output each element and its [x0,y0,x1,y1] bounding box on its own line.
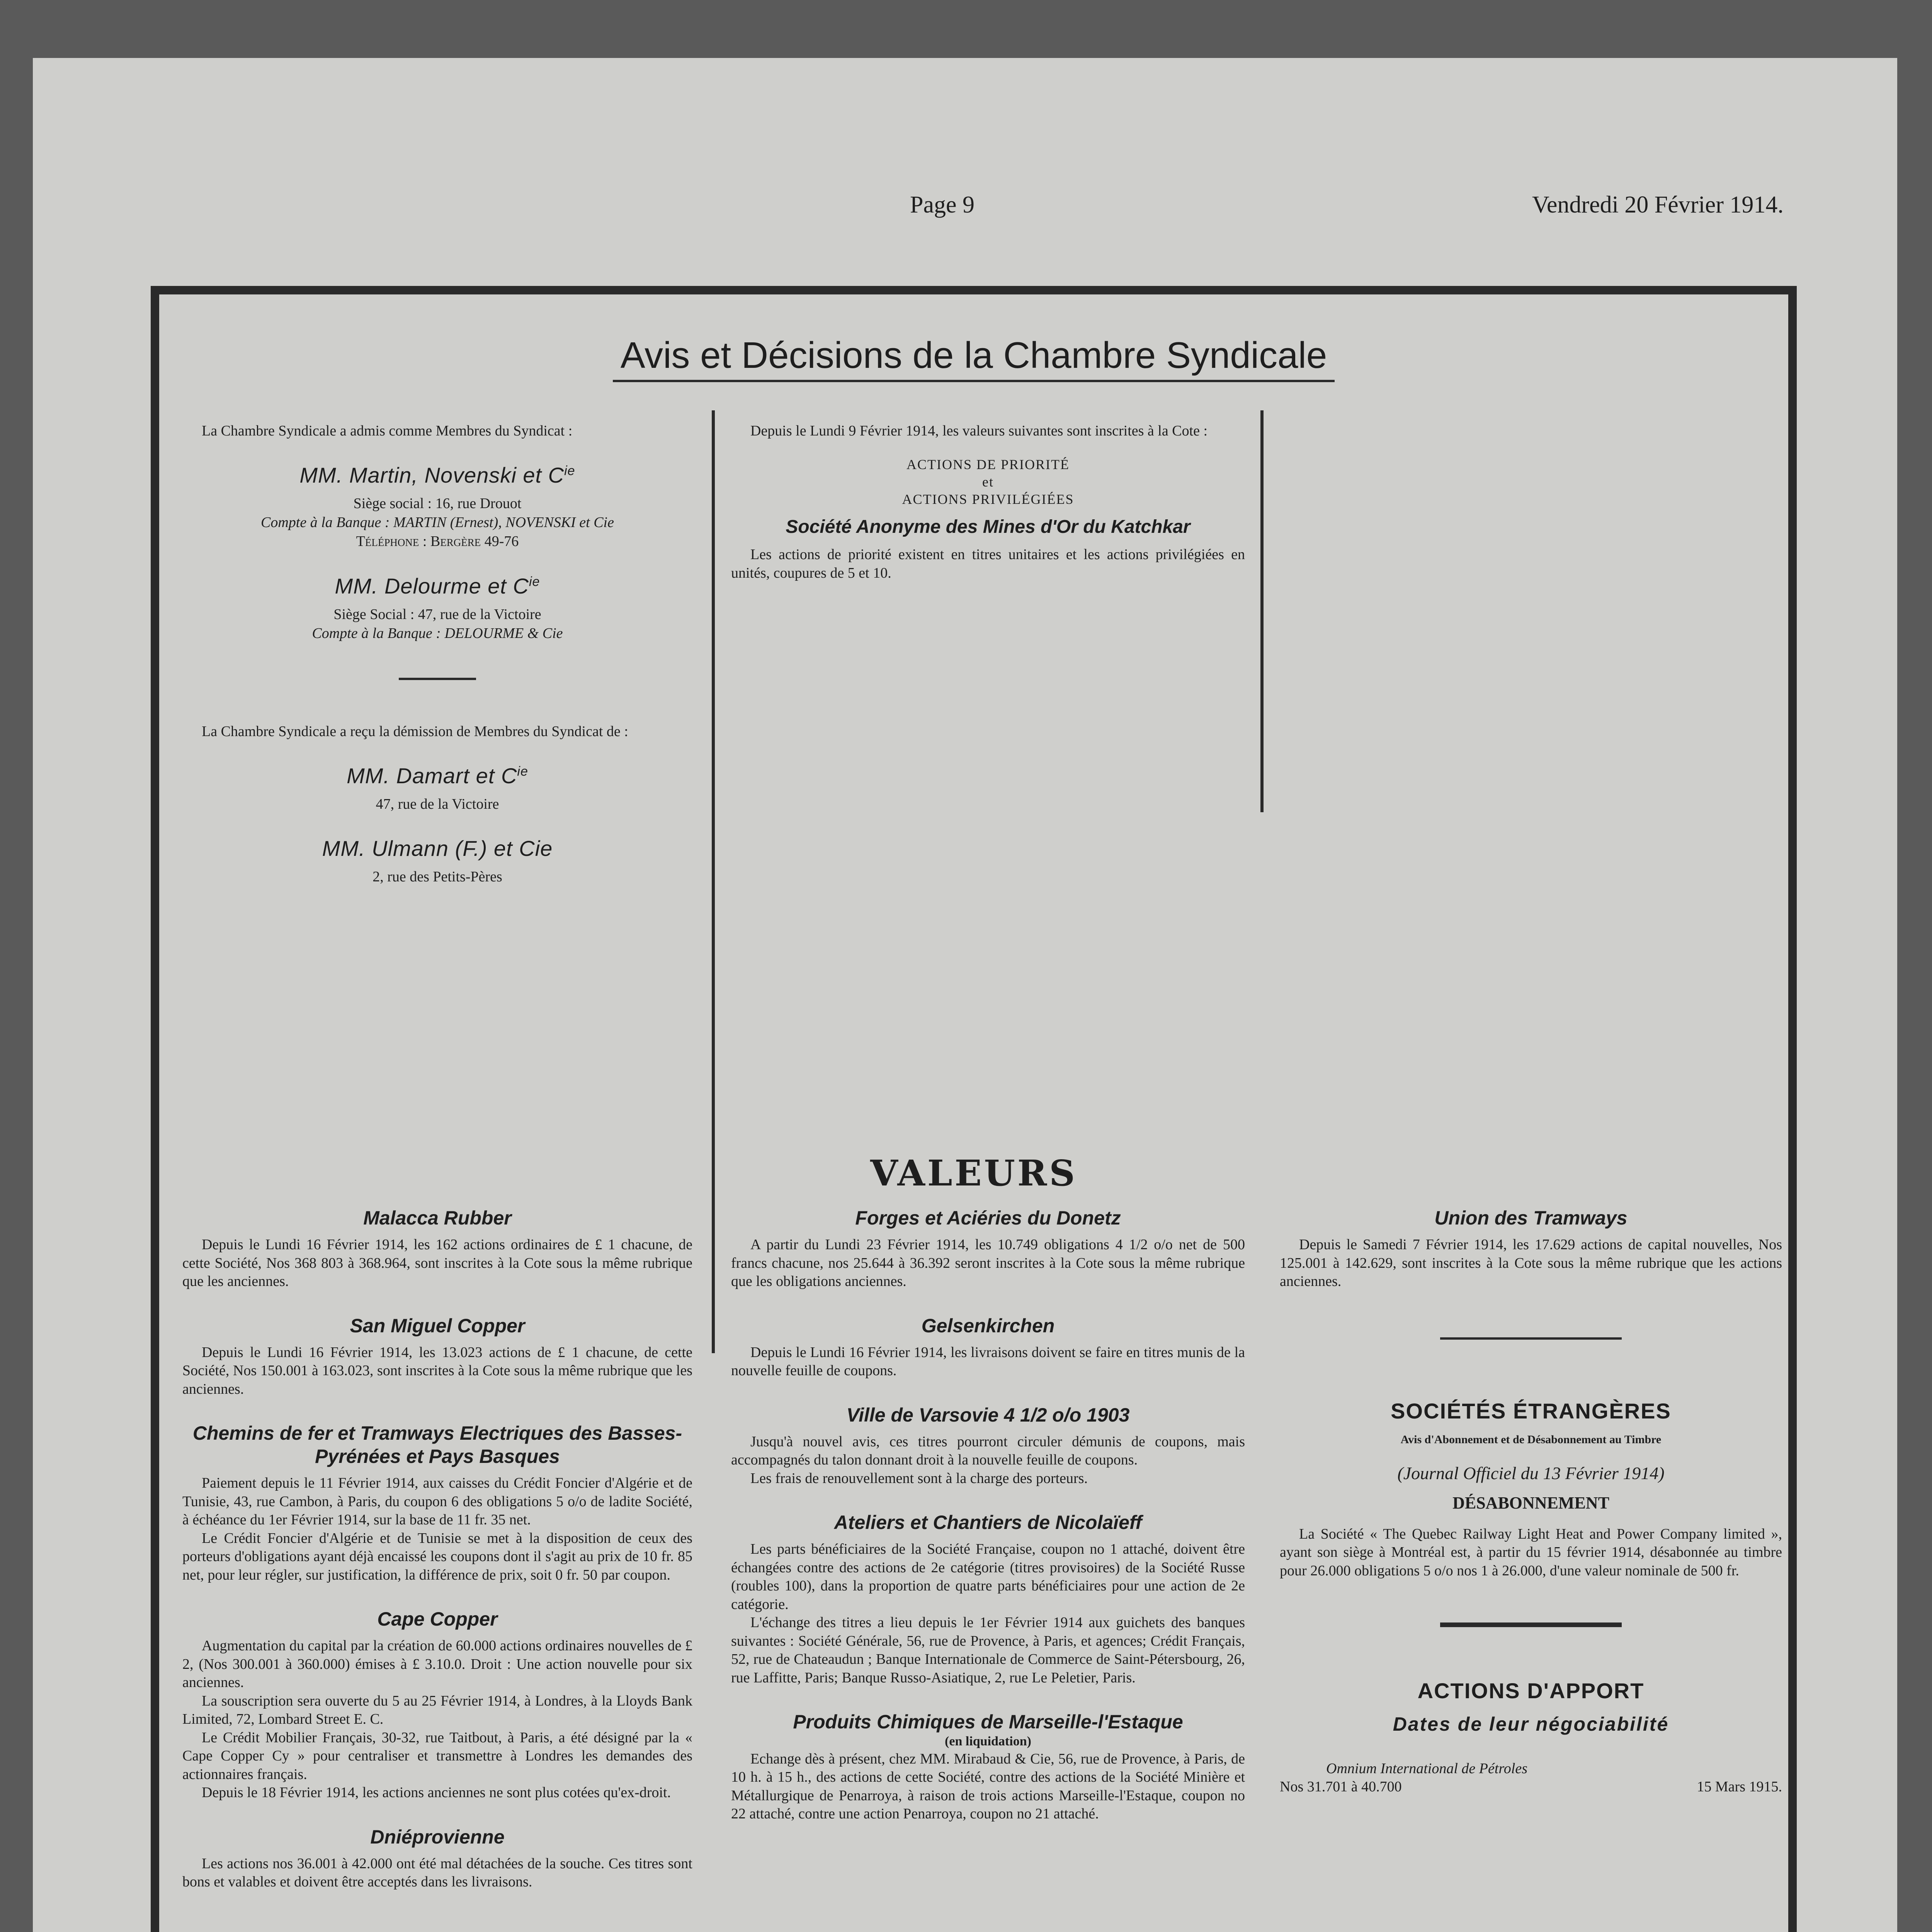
firm-delourme-details: Siège Social : 47, rue de la Victoire Compte à la Banque : DELOURME & Cie [312,606,563,642]
firm-delourme: MM. Delourme et $C^{ie}$ [335,573,540,598]
newspaper-page [33,58,1897,1932]
dniep-text: Les actions nos 36.001 à 42.000 ont été mal détachées de la souche. Ces titres sont bons et valables et doivent être acceptés dans les livraisons. [182,1855,692,1890]
katchkar-text: Les actions de priorité existent en titres unitaires et les actions privilégiées en unités, coupures de 5 et 10. [731,546,1245,581]
column-rule [1260,410,1264,812]
admissions-column [182,422,692,887]
firm-damart-details: 47, rue de la Victoire [376,796,499,812]
ateliers-title: Ateliers et Chantiers de Nicolaïeff [834,1512,1142,1533]
chemins-text-2: Le Crédit Foncier d'Algérie et de Tunisie se met à la disposition de ceux des porteurs d'obligations ayant déjà encaissé les coupons dont il s'agit au prix de 10 fr. 85 net, pour leur régler, sur justification, la différence de prix, soit 0 fr. 50 par coupon. [182,1530,692,1583]
varsovie-title: Ville de Varsovie 4 1/2 o/o 1903 [846,1404,1130,1426]
cape-title: Cape Copper [377,1608,498,1630]
admis-intro: La Chambre Syndicale a admis comme Membres du Syndicat : [202,423,573,439]
sanmiguel-title: San Miguel Copper [350,1315,525,1337]
actions-apport-subtitle: Dates de leur négociabilité [1393,1713,1669,1735]
chemins-title: Chemins de fer et Tramways Electriques des Basses-Pyrénées et Pays Basques [192,1422,682,1467]
ateliers-text-1: Les parts bénéficiaires de la Société Française, coupon no 1 attaché, doivent être échangées contre des actions de 2e catégorie (titres provisoires) de la Société Russe (roubles 100), dans la proportion de quatre parts bénéficiaires pour une action de 2e catégorie. [731,1541,1245,1612]
union-text: Depuis le Samedi 7 Février 1914, les 17.629 actions de capital nouvelles, Nos 125.001 à 142.629, sont inscrites à la Cote sous la même rubrique que les actions anciennes. [1280,1236,1782,1289]
desabonnement-heading: DÉSABONNEMENT [1452,1493,1609,1512]
cape-text-2: La souscription sera ouverte du 5 au 25 Février 1914, à Londres, à la Lloyds Bank Limited, 72, Lombard Street E. C. [182,1692,692,1727]
dniep-title: Dniéprovienne [370,1826,505,1848]
valeurs-right-column [1280,1183,1782,1796]
quebec-text: La Société « The Quebec Railway Light Heat and Power Company limited », ayant son siège à Montréal est, à partir du 15 février 1914, désabonnée au timbre pour 26.000 obligations 5 o/o nos 1 à 26.000, d'une valeur nominale de 500 fr. [1280,1526,1782,1579]
valeurs-title: VALEURS [870,1152,1077,1194]
ateliers-text-2: L'échange des titres a lieu depuis le 1er Février 1914 aux guichets des banques suivantes : Société Générale, 56, rue de Provence, à Paris, et agences; Crédit Français, 52, rue de Chateaudun ; Banque Internationale de Commerce de Saint-Pétersbourg, 26, rue Laffitte, Paris; Banque Russo-Asiatique, 2, rue Le Peletier, Paris. [731,1614,1245,1686]
produits-text: Echange dès à présent, chez MM. Mirabaud & Cie, 56, rue de Provence, à Paris, de 10 h. à 15 h., des actions de cette Société, contre des actions de la Société Minière et Métallurgique de Penarroya, à raison de trois actions Marseille-l'Estaque, coupon no 22 attaché, contre une action Penarroya, coupon no 21 attaché. [731,1750,1245,1822]
societes-etrangeres-subtitle: Avis d'Abonnement et de Désabonnement au Timbre [1400,1433,1662,1446]
actions-apport-title: ACTIONS D'APPORT [1417,1679,1645,1703]
page-number: Page 9 [910,192,975,218]
malacca-title: Malacca Rubber [363,1207,512,1229]
produits-subtitle: (en liquidation) [945,1734,1031,1748]
chemins-text-1: Paiement depuis le 11 Février 1914, aux caisses du Crédit Foncier d'Algérie et de Tunisie, 43, rue Cambon, à Paris, du coupon 6 des obligations 5 o/o de ladite Société, à échéance du 1er Février 1914, sur la base de 11 fr. 35 net. [182,1475,692,1528]
valeurs-middle-column [731,1183,1245,1823]
firm-martin: MM. Martin, Novenski et $C^{ie}$ [299,463,575,487]
cote-column [731,422,1245,582]
forges-title: Forges et Aciéries du Donetz [855,1207,1121,1229]
firm-damart: MM. Damart et $C^{ie}$ [347,763,528,788]
cape-text-1: Augmentation du capital par la création de 60.000 actions ordinaires nouvelles de £ 2, (Nos 300.001 à 360.000) émises à £ 3.10.0. Droit : Une action nouvelle pour six anciennes. [182,1638,692,1690]
content-frame [151,286,1797,1932]
gelsen-title: Gelsenkirchen [921,1315,1055,1337]
gelsen-text: Depuis le Lundi 16 Février 1914, les livraisons doivent se faire en titres munis de la nouvelle feuille de coupons. [731,1344,1245,1379]
valeurs-left-column [182,1183,692,1891]
varsovie-text-2: Les frais de renouvellement sont à la charge des porteurs. [750,1470,1088,1486]
katchkar-company: Société Anonyme des Mines d'Or du Katchkar [786,516,1190,537]
cape-text-3: Le Crédit Mobilier Français, 30-32, rue Taitbout, à Paris, a été désigné par la « Cape Copper Cy » pour centraliser et transmettre à Londres les demandes des actionnaires français. [182,1729,692,1782]
firm-martin-details: Siège social : 16, rue Drouot Compte à la Banque : MARTIN (Ernest), NOVENSKI et Cie Téléphone : Bergère 49-76 [261,495,614,550]
separator [399,678,476,680]
varsovie-text-1: Jusqu'à nouvel avis, ces titres pourront circuler démunis de coupons, mais accompagnés du talon donnant droit à la nouvelle feuille de coupons. [731,1433,1245,1468]
journal-officiel: (Journal Officiel du 13 Février 1914) [1397,1463,1665,1483]
omnium-line: Nos 31.701 à 40.700 15 Mars 1915. [1280,1779,1782,1795]
separator [1440,1337,1622,1340]
cape-text-4: Depuis le 18 Février 1914, les actions anciennes ne sont plus cotées qu'ex-droit. [202,1784,671,1801]
produits-title: Produits Chimiques de Marseille-l'Estaque [793,1711,1183,1733]
omnium-name: Omnium International de Pétroles [1326,1760,1528,1777]
sanmiguel-text: Depuis le Lundi 16 Février 1914, les 13.023 actions de £ 1 chacune, de cette Société, Nos 150.001 à 163.023, sont inscrites à la Cote sous la même rubrique que les anciennes. [182,1344,692,1397]
forges-text: A partir du Lundi 23 Février 1914, les 10.749 obligations 4 1/2 o/o net de 500 francs chacune, nos 25.644 à 36.392 seront inscrites à la Cote sous la même rubrique que les obligations anciennes. [731,1236,1245,1289]
firm-ulmann-details: 2, rue des Petits-Pères [372,869,502,885]
cote-intro: Depuis le Lundi 9 Février 1914, les valeurs suivantes sont inscrites à la Cote : [750,423,1208,439]
issue-date: Vendredi 20 Février 1914. [1532,192,1784,218]
union-title: Union des Tramways [1434,1207,1628,1229]
column-rule [712,410,715,1353]
societes-etrangeres-title: SOCIÉTÉS ÉTRANGÈRES [1391,1398,1671,1423]
malacca-text: Depuis le Lundi 16 Février 1914, les 162 actions ordinaires de £ 1 chacune, de cette Société, Nos 368 803 à 368.964, sont inscrites à la Cote sous la même rubrique que les anciennes. [182,1236,692,1289]
demission-intro: La Chambre Syndicale a reçu la démission de Membres du Syndicat de : [202,723,628,740]
firm-ulmann: MM. Ulmann (F.) et Cie [322,836,553,861]
chambre-title: Avis et Décisions de la Chambre Syndicale [159,337,1788,374]
cote-share-types: ACTIONS DE PRIORITÉ et ACTIONS PRIVILÉGIÉES [902,456,1074,507]
separator [1440,1622,1622,1627]
